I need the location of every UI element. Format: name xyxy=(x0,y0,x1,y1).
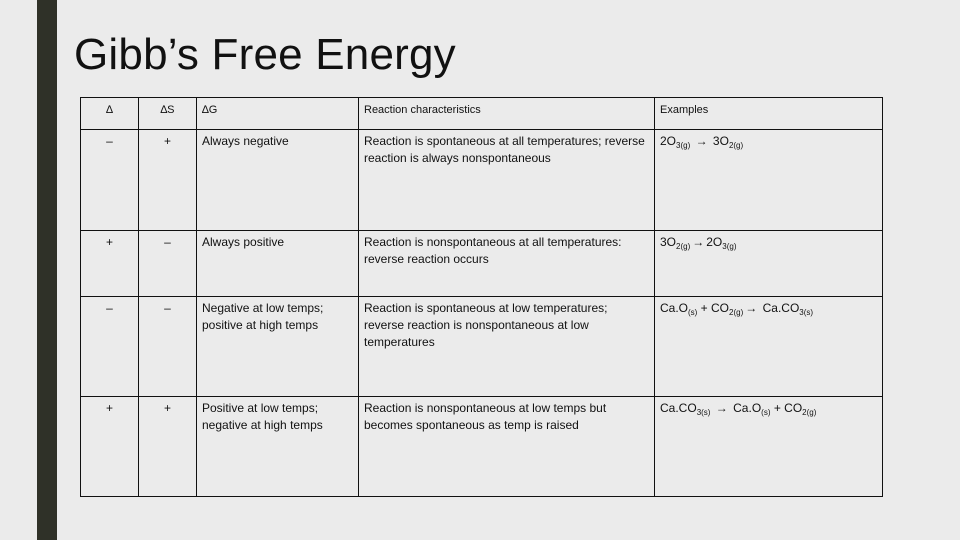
cell-delta-g: Positive at low temps; negative at high temps xyxy=(197,397,359,497)
cell-delta-s: – xyxy=(139,231,197,297)
equation-subscript: (s) xyxy=(761,408,771,417)
equation-term: 2O xyxy=(706,235,723,249)
equation-term: + CO xyxy=(697,301,730,315)
table-row xyxy=(81,130,883,231)
equation-subscript: 2(g) xyxy=(729,308,744,317)
cell-delta-s: + xyxy=(139,397,197,497)
equation-term: Ca.CO xyxy=(762,301,800,315)
gibbs-table xyxy=(80,97,883,497)
table-header-row xyxy=(81,98,883,130)
cell-delta-g: Always positive xyxy=(197,231,359,297)
cell-example xyxy=(655,297,883,397)
header-delta-h: ∆ xyxy=(81,98,139,130)
equation-term: + CO xyxy=(770,401,803,415)
equation-subscript: 2(g) xyxy=(728,141,744,150)
equation-subscript: 3(s) xyxy=(799,308,814,317)
table-row xyxy=(81,397,883,497)
header-delta-s: ∆S xyxy=(139,98,197,130)
reaction-arrow: → xyxy=(692,134,711,148)
cell-delta-h: + xyxy=(81,231,139,297)
cell-delta-h: + xyxy=(81,397,139,497)
cell-characteristics: Reaction is spontaneous at all temperatures; reverse reaction is always nonspontaneous xyxy=(359,130,655,231)
cell-delta-g: Always negative xyxy=(197,130,359,231)
equation-subscript: 3(g) xyxy=(722,242,737,251)
cell-delta-s: + xyxy=(139,130,197,231)
accent-bar xyxy=(37,0,57,540)
cell-characteristics: Reaction is nonspontaneous at low temps but becomes spontaneous as temp is raised xyxy=(359,397,655,497)
cell-delta-g: Negative at low temps; positive at high temps xyxy=(197,297,359,397)
equation-term: 2O xyxy=(660,134,677,148)
cell-delta-s: – xyxy=(139,297,197,397)
equation-term: Ca.O xyxy=(733,401,762,415)
reaction-arrow: → xyxy=(745,301,761,315)
header-examples: Examples xyxy=(655,98,883,130)
reaction-arrow: → xyxy=(712,401,732,415)
table-row xyxy=(81,297,883,397)
slide-title: Gibb’s Free Energy xyxy=(74,30,456,79)
equation-subscript: 2(g) xyxy=(676,242,691,251)
equation-term: Ca.O xyxy=(660,301,689,315)
table-row xyxy=(81,231,883,297)
cell-characteristics: Reaction is nonspontaneous at all temperatures: reverse reaction occurs xyxy=(359,231,655,297)
equation-term: Ca.CO xyxy=(660,401,697,415)
cell-delta-h: – xyxy=(81,130,139,231)
equation-subscript: 3(g) xyxy=(676,141,691,150)
header-delta-g: ∆G xyxy=(197,98,359,130)
cell-example xyxy=(655,231,883,297)
equation-subscript: 2(g) xyxy=(802,408,817,417)
equation-term: 3O xyxy=(660,235,677,249)
cell-characteristics: Reaction is spontaneous at low temperatures; reverse reaction is nonspontaneous at low temperatures xyxy=(359,297,655,397)
equation-subscript: 3(s) xyxy=(696,408,711,417)
cell-example xyxy=(655,397,883,497)
cell-example xyxy=(655,130,883,231)
reaction-arrow: → xyxy=(692,235,705,249)
equation-subscript: (s) xyxy=(688,308,698,317)
equation-term: 3O xyxy=(712,134,729,148)
cell-delta-h: – xyxy=(81,297,139,397)
header-characteristics: Reaction characteristics xyxy=(359,98,655,130)
